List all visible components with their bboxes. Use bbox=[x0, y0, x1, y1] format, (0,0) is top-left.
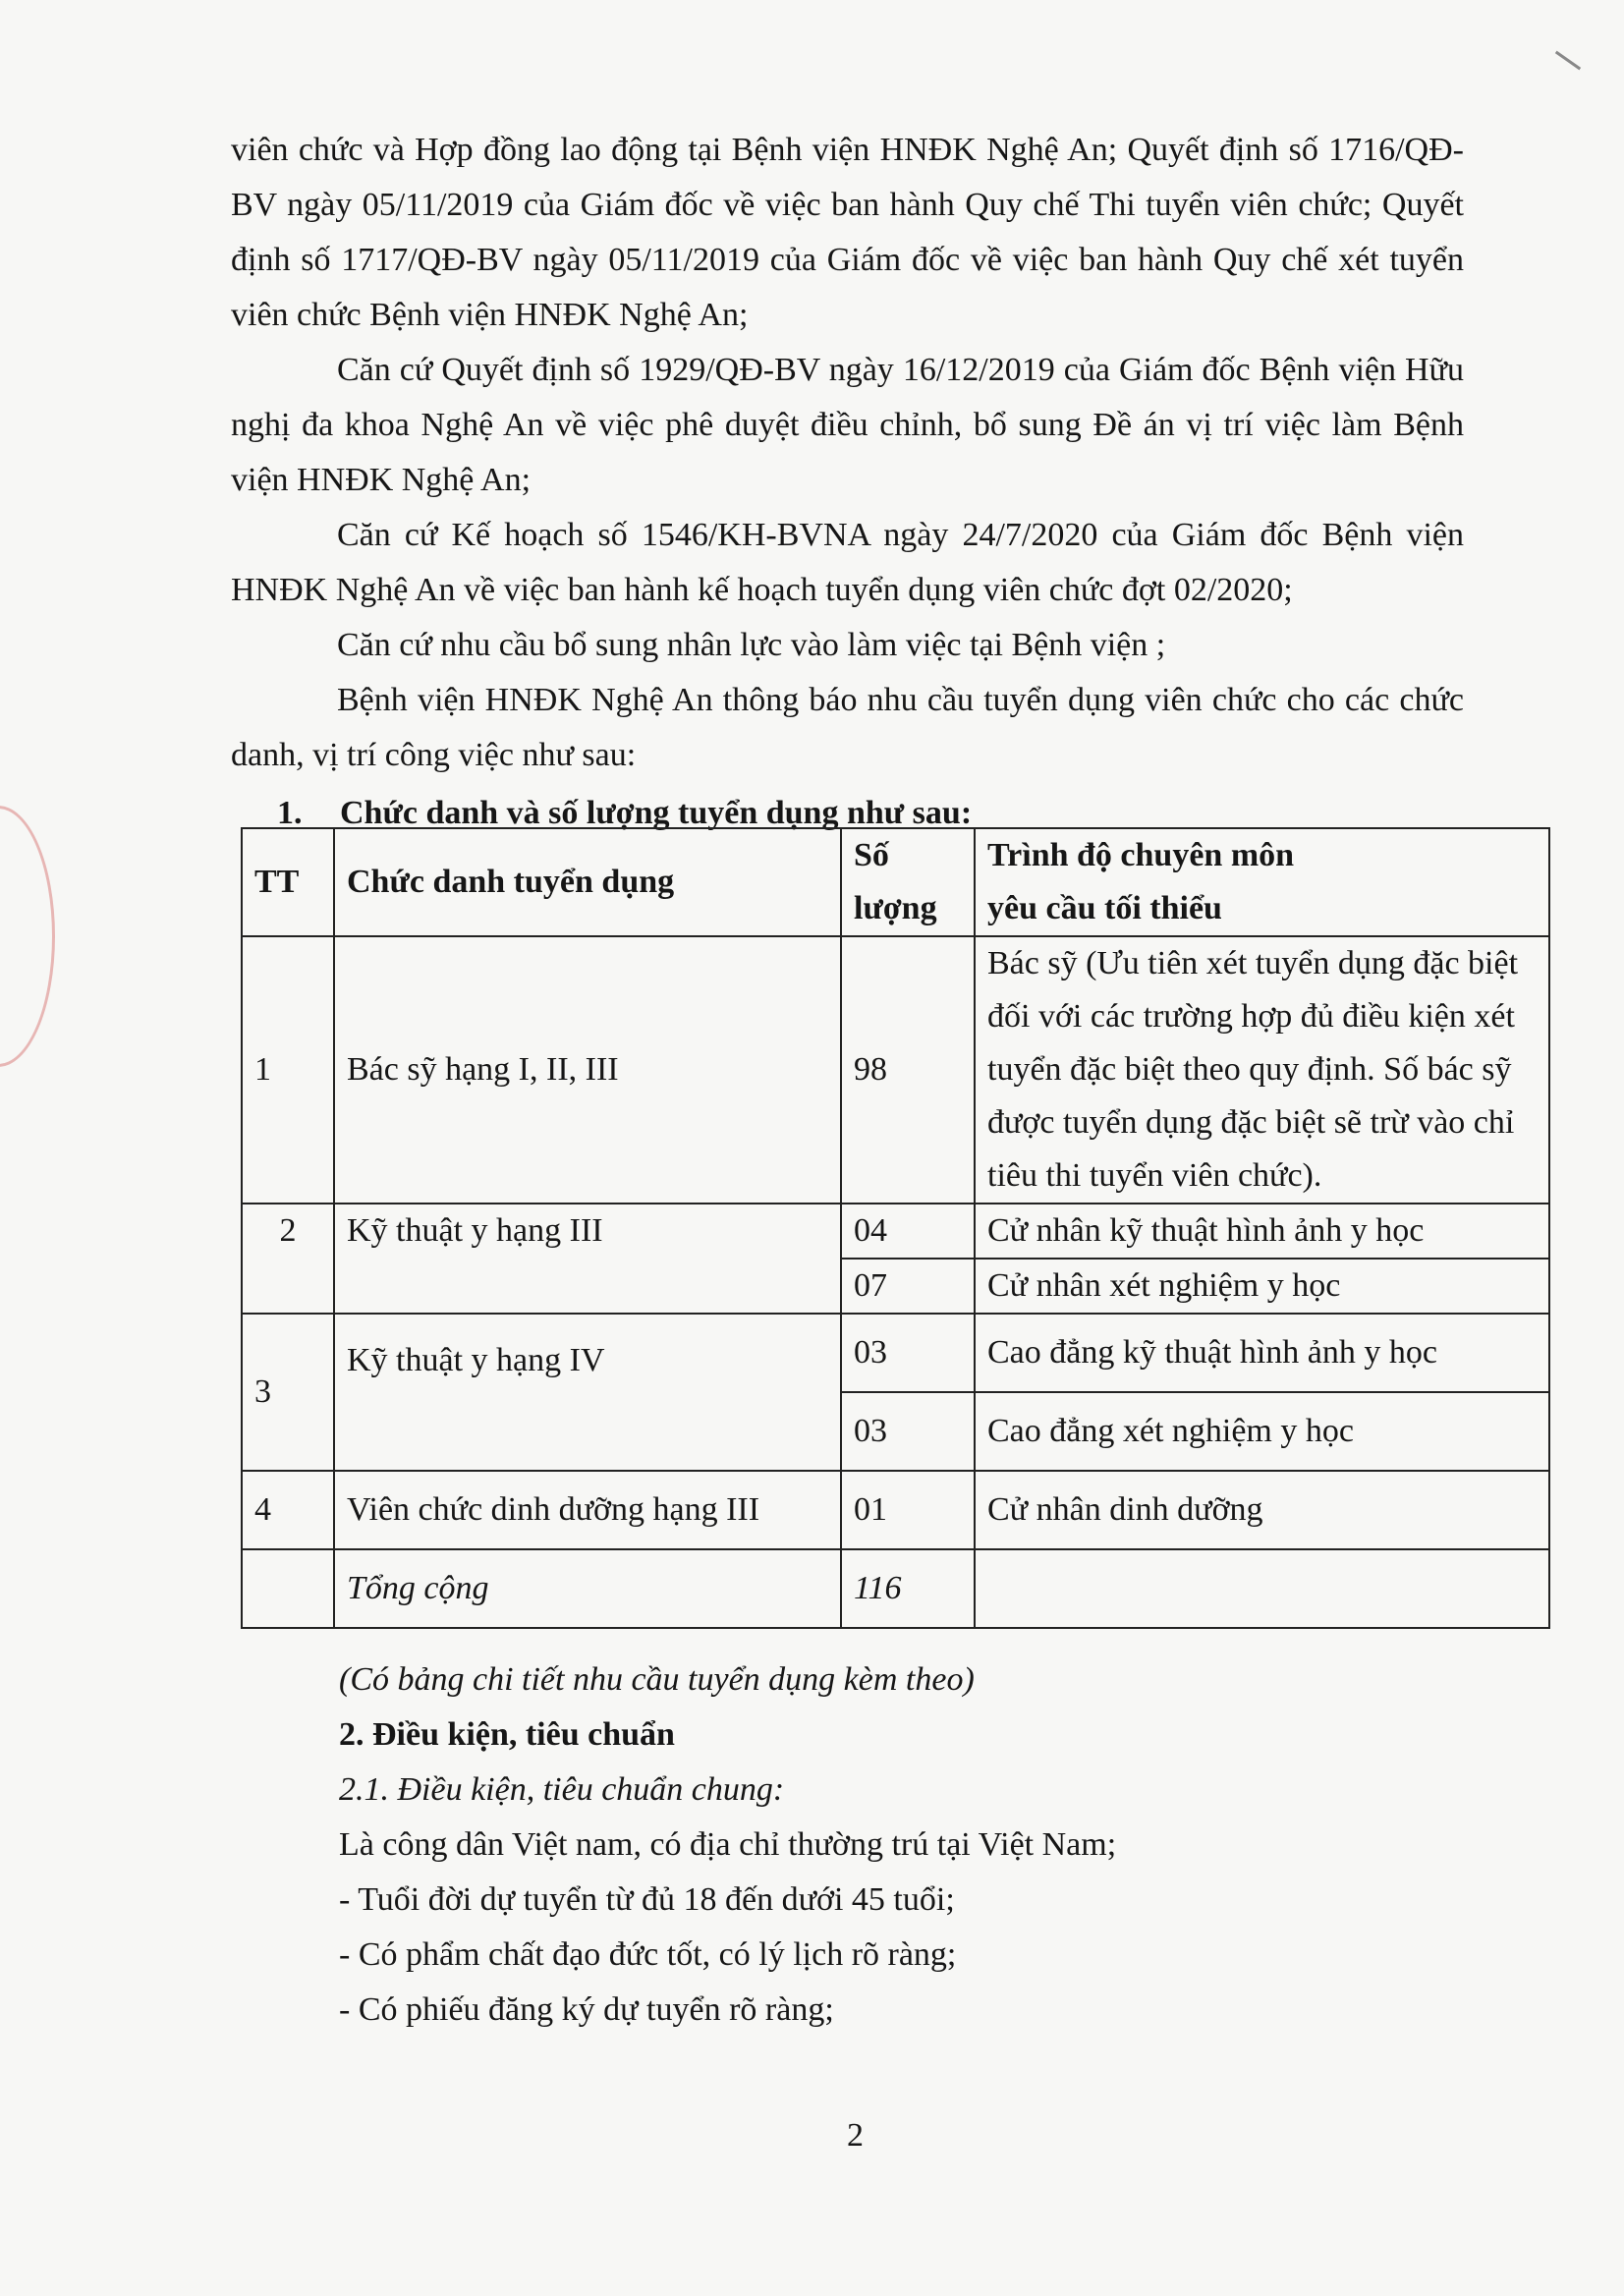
page-number: 2 bbox=[847, 2117, 864, 2154]
scan-mark bbox=[1555, 51, 1581, 71]
header-req-line1: Trình độ chuyên môn bbox=[987, 837, 1295, 873]
table-header-row bbox=[242, 828, 1549, 936]
row-tt: 2 bbox=[242, 1204, 334, 1314]
header-title: Chức danh tuyển dụng bbox=[334, 828, 841, 936]
row-title: Bác sỹ hạng I, II, III bbox=[334, 936, 841, 1204]
table-note: (Có bảng chi tiết nhu cầu tuyển dụng kèm theo) bbox=[339, 1661, 975, 1698]
header-requirement bbox=[975, 828, 1549, 936]
table-total-row bbox=[242, 1549, 1549, 1628]
row-tt: 1 bbox=[242, 936, 334, 1204]
condition-line: - Có phẩm chất đạo đức tốt, có lý lịch rõ ràng; bbox=[339, 1936, 957, 1973]
row-tt: 3 bbox=[242, 1314, 334, 1471]
row-requirement: Bác sỹ (Ưu tiên xét tuyển dụng đặc biệt đối với các trường hợp đủ điều kiện xét tuyển đặc biệt theo quy định. Số bác sỹ được tuyển dụng đặc biệt sẽ trừ vào chỉ tiêu thi tuyển viên chức). bbox=[975, 936, 1549, 1204]
total-tt-empty bbox=[242, 1549, 334, 1628]
row-requirement: Cử nhân dinh dưỡng bbox=[975, 1471, 1549, 1549]
total-qty: 116 bbox=[841, 1549, 975, 1628]
row-qty: 03 bbox=[841, 1392, 975, 1471]
row-requirement: Cao đẳng kỹ thuật hình ảnh y học bbox=[975, 1314, 1549, 1392]
recruitment-table bbox=[241, 827, 1550, 1629]
intro-paragraph-2: Căn cứ Quyết định số 1929/QĐ-BV ngày 16/12/2019 của Giám đốc Bệnh viện Hữu nghị đa khoa Nghệ An về việc phê duyệt điều chỉnh, bổ sung Đề án vị trí việc làm Bệnh viện HNĐK Nghệ An; bbox=[231, 352, 1464, 498]
section-1-title: Chức danh và số lượng tuyển dụng như sau: bbox=[340, 795, 973, 831]
total-label: Tổng cộng bbox=[334, 1549, 841, 1628]
row-qty: 04 bbox=[841, 1204, 975, 1259]
row-qty: 03 bbox=[841, 1314, 975, 1392]
stamp-edge bbox=[0, 806, 55, 1067]
header-qty-line2: lượng bbox=[854, 890, 937, 926]
condition-line: - Tuổi đời dự tuyển từ đủ 18 đến dưới 45 tuổi; bbox=[339, 1881, 955, 1918]
intro-paragraph-5: Bệnh viện HNĐK Nghệ An thông báo nhu cầu tuyển dụng viên chức cho các chức danh, vị trí công việc như sau: bbox=[231, 682, 1464, 773]
table-row bbox=[242, 936, 1549, 1204]
row-tt: 4 bbox=[242, 1471, 334, 1549]
intro-paragraph-1: viên chức và Hợp đồng lao động tại Bệnh viện HNĐK Nghệ An; Quyết định số 1716/QĐ-BV ngày 05/11/2019 của Giám đốc về việc ban hành Quy chế Thi tuyển viên chức; Quyết định số 1717/QĐ-BV ngày 05/11/2019 của Giám đốc về việc ban hành Quy chế xét tuyển viên chức Bệnh viện HNĐK Nghệ An; bbox=[231, 132, 1464, 333]
row-title: Viên chức dinh dưỡng hạng III bbox=[334, 1471, 841, 1549]
condition-line: Là công dân Việt nam, có địa chỉ thường trú tại Việt Nam; bbox=[339, 1826, 1117, 1863]
section-2-title: 2. Điều kiện, tiêu chuẩn bbox=[339, 1716, 675, 1753]
row-requirement: Cử nhân kỹ thuật hình ảnh y học bbox=[975, 1204, 1549, 1259]
total-requirement-empty bbox=[975, 1549, 1549, 1628]
table-row bbox=[242, 1471, 1549, 1549]
intro-paragraph-3: Căn cứ Kế hoạch số 1546/KH-BVNA ngày 24/7/2020 của Giám đốc Bệnh viện HNĐK Nghệ An về việc ban hành kế hoạch tuyển dụng viên chức đợt 02/2020; bbox=[231, 517, 1464, 608]
header-qty-line1: Số bbox=[854, 837, 889, 873]
row-requirement: Cao đẳng xét nghiệm y học bbox=[975, 1392, 1549, 1471]
row-qty: 01 bbox=[841, 1471, 975, 1549]
row-qty: 07 bbox=[841, 1259, 975, 1314]
condition-line: - Có phiếu đăng ký dự tuyển rõ ràng; bbox=[339, 1991, 834, 2028]
row-qty: 98 bbox=[841, 936, 975, 1204]
section-2-subtitle: 2.1. Điều kiện, tiêu chuẩn chung: bbox=[339, 1771, 785, 1808]
table-row bbox=[242, 1204, 1549, 1259]
header-qty bbox=[841, 828, 975, 936]
header-tt: TT bbox=[242, 828, 334, 936]
row-title: Kỹ thuật y hạng IV bbox=[334, 1314, 841, 1471]
intro-text bbox=[231, 123, 1464, 783]
intro-paragraph-4: Căn cứ nhu cầu bổ sung nhân lực vào làm việc tại Bệnh viện ; bbox=[337, 627, 1166, 663]
row-requirement: Cử nhân xét nghiệm y học bbox=[975, 1259, 1549, 1314]
table-row bbox=[242, 1314, 1549, 1392]
header-req-line2: yêu cầu tối thiểu bbox=[987, 890, 1222, 926]
after-table-text bbox=[339, 1652, 1518, 2038]
row-title: Kỹ thuật y hạng III bbox=[334, 1204, 841, 1314]
section-1-number: 1. bbox=[277, 795, 303, 831]
